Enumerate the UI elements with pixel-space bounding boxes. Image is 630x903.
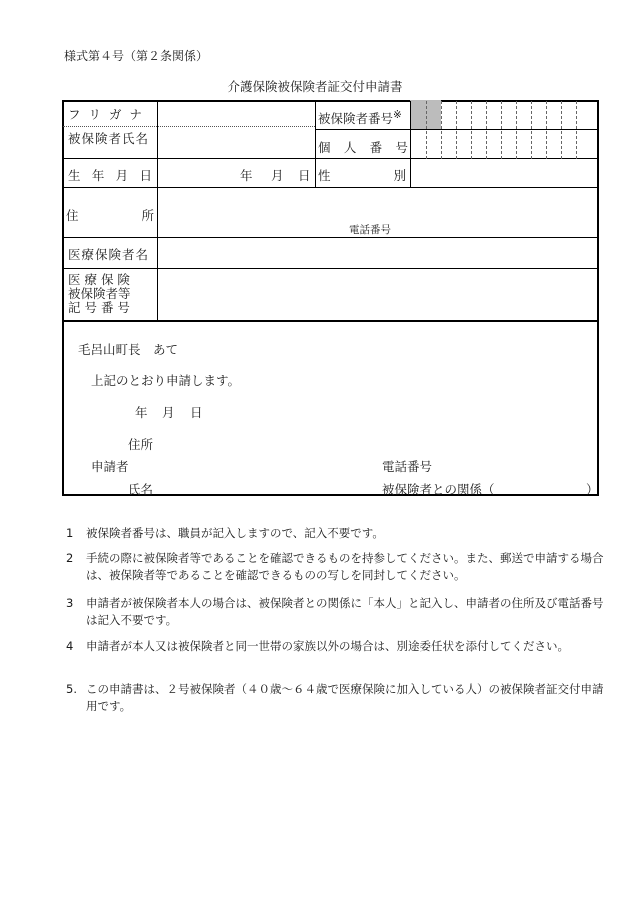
birthdate-label: 生 年 月 日 bbox=[68, 168, 152, 183]
address-label: 住 所 bbox=[66, 208, 154, 223]
birth-year-unit: 年 bbox=[240, 168, 253, 183]
addressee: 毛呂山町長 あて bbox=[78, 342, 179, 357]
note-1: 1 被保険者番号は、職員が記入しますので、記入不要です。 bbox=[66, 526, 384, 540]
furigana-label: フ リ ガ ナ bbox=[68, 107, 144, 122]
application-year-unit: 年 bbox=[135, 405, 148, 420]
relation-close: ） bbox=[586, 482, 599, 497]
application-statement: 上記のとおり申請します。 bbox=[91, 373, 241, 388]
application-day-unit: 日 bbox=[190, 405, 203, 420]
form-number: 様式第４号（第２条関係） bbox=[64, 49, 209, 63]
relation-label: 被保険者との関係（ bbox=[382, 482, 495, 497]
applicant-label: 申請者 bbox=[91, 459, 129, 474]
applicant-address-label: 住所 bbox=[128, 437, 154, 452]
personal-number-label: 個 人 番 号 bbox=[318, 140, 408, 155]
medical-insurer-name-label: 医療保険者名 bbox=[68, 247, 150, 262]
birth-day-unit: 日 bbox=[298, 168, 311, 183]
medical-insurance-number-label: 医 療 保 険 被保険者等 記 号 番 号 bbox=[68, 272, 131, 315]
form-title: 介護保険被保険者証交付申請書 bbox=[227, 79, 403, 94]
applicant-phone-label: 電話番号 bbox=[382, 459, 433, 474]
note-3: 3 申請者が被保険者本人の場合は、被保険者との関係に「本人」と記入し、申請者の住所及び電話番号は記入不要です。 bbox=[66, 596, 604, 627]
note-5: 5. この申請書は、２号被保険者（４０歳～６４歳で医療保険に加入している人）の被保険者証交付申請用です。 bbox=[66, 682, 604, 713]
note-2: 2 手続の際に被保険者等であることを確認できるものを持参してください。また、郵送で申請する場合は、被保険者等であることを確認できるものの写しを同封してください。 bbox=[66, 551, 604, 582]
insured-number-label: 被保険者番号※ bbox=[318, 109, 402, 127]
birth-month-unit: 月 bbox=[271, 168, 284, 183]
insured-number-mark: ※ bbox=[393, 109, 402, 121]
applicant-name-label: 氏名 bbox=[128, 482, 154, 497]
note-4: 4 申請者が本人又は被保険者と同一世帯の家族以外の場合は、別途委任状を添付してください。 bbox=[66, 639, 569, 653]
application-month-unit: 月 bbox=[162, 405, 175, 420]
phone-number-label: 電話番号 bbox=[349, 224, 391, 236]
sex-label: 性 別 bbox=[318, 168, 406, 183]
insured-name-label: 被保険者氏名 bbox=[68, 131, 150, 146]
